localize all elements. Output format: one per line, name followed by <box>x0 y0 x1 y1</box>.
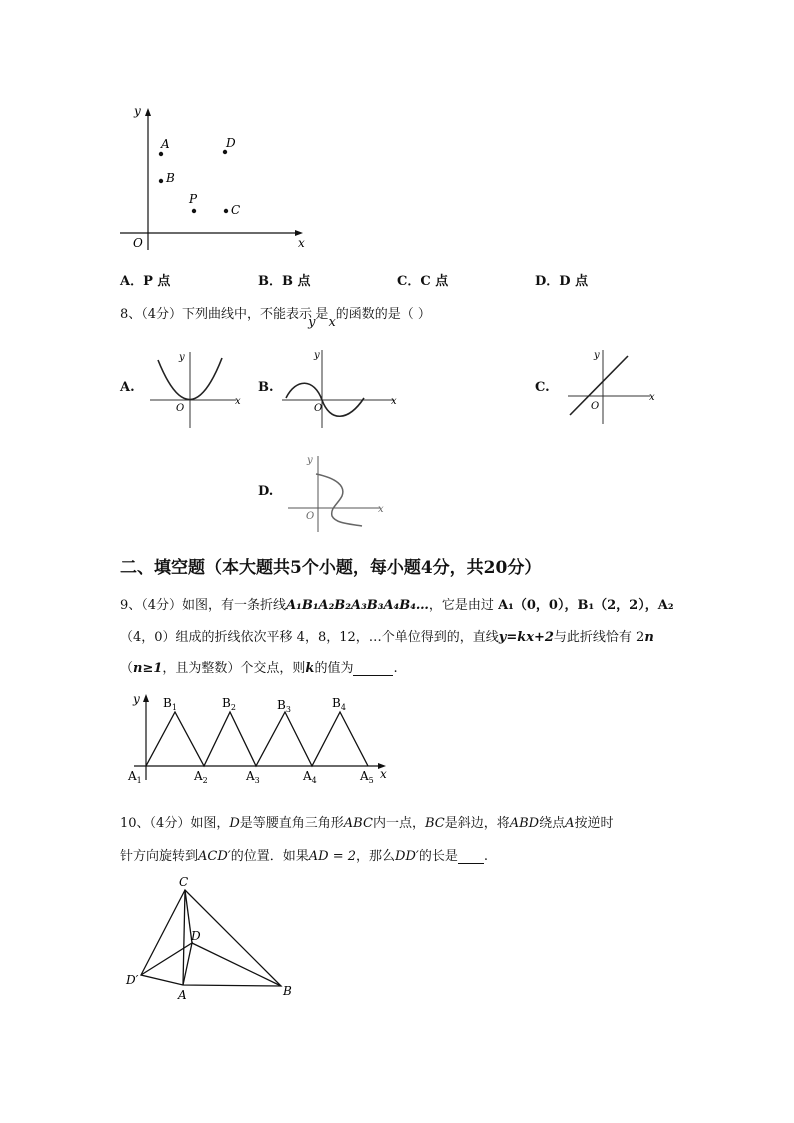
q7-x-axis-label: x <box>298 236 305 250</box>
svg-text:y: y <box>133 692 140 706</box>
q8-label-d: D. <box>258 484 274 499</box>
q8-number: 8、（4分） <box>120 307 183 322</box>
svg-text:O: O <box>591 401 600 412</box>
svg-text:B4: $B_4$ <box>332 696 346 712</box>
q10-line-1: 10、（4分）如图，D是等腰直角三角形ABC内一点，BC是斜边，将ABD绕点A按逆时 <box>120 816 614 831</box>
q9-line-1: 9、（4分）如图，有一条折线A₁B₁A₂B₂A₃B₃A₄B₄…，它是由过 A₁（0，0），B₁（2，2），A₂ <box>120 598 674 613</box>
svg-text:y: y <box>307 455 313 466</box>
q9-line-3: （n≥1，且为整数）个交点，则k的值为 . <box>120 661 398 676</box>
svg-text:x: x <box>649 392 655 403</box>
q8-label-b: B. <box>258 380 274 395</box>
q10-label-c: C <box>179 875 189 889</box>
q7-point-a-label: A <box>161 137 170 151</box>
q8-var-x: x <box>328 315 336 330</box>
svg-text:B3: $B_3$ <box>277 698 291 714</box>
svg-text:A3: $A_3$ <box>246 769 260 785</box>
svg-text:A4: $A_4$ <box>303 769 317 785</box>
q10-line-2: 针方向旋转到ACD′的位置．如果AD = 2，那么DD′的长是 . <box>120 849 488 864</box>
q7-option-d: D．D 点 <box>535 274 589 289</box>
q10-label-d: D <box>191 929 201 943</box>
q9-line-2: （4，0）组成的折线依次平移 4，8，12，…个单位得到的，直线y=kx+2与此折线恰有 2n <box>120 630 654 645</box>
q7-y-axis-label: y <box>134 104 141 118</box>
q7-point-b-label: B <box>166 171 175 185</box>
q7-option-b: B．B 点 <box>258 274 311 289</box>
q7-point-p-label: P <box>189 192 198 206</box>
svg-text:y: y <box>594 350 600 361</box>
svg-text:B2: $B_2$ <box>222 696 236 712</box>
svg-text:A1: $A_1$ <box>128 769 142 785</box>
svg-text:y: y <box>314 350 320 361</box>
q8-text-mid: 是 <box>315 307 329 322</box>
q8-var-y: y <box>308 315 316 330</box>
q10-label-dp: D′ <box>126 973 139 987</box>
svg-text:O: O <box>306 511 315 522</box>
q8-text-after: 的函数的是（ ） <box>335 307 431 322</box>
svg-text:x: x <box>391 396 397 407</box>
svg-text:A5: $A_5$ <box>360 769 374 785</box>
q8-label-c: C. <box>535 380 550 395</box>
q7-origin-label: O <box>133 236 143 250</box>
q7-point-d-label: D <box>226 136 236 150</box>
q7-point-c-label: C <box>231 203 241 217</box>
svg-text:O: O <box>314 403 323 414</box>
q10-label-b: B <box>283 984 292 998</box>
q8-text-before: 下列曲线中，不能表示 <box>182 307 313 322</box>
q8-label-a: A. <box>120 380 135 395</box>
q7-option-a: A．P 点 <box>120 274 171 289</box>
svg-text:x: x <box>235 396 241 407</box>
svg-text:B1: $B_1$ <box>163 696 177 712</box>
section-2-title: 二、填空题（本大题共5个小题，每小题4分，共20分） <box>120 558 542 578</box>
q10-label-a: A <box>178 988 187 1002</box>
svg-text:x: x <box>378 504 384 515</box>
svg-text:O: O <box>176 403 185 414</box>
q7-option-c: C．C 点 <box>397 274 449 289</box>
svg-text:y: y <box>179 352 185 363</box>
svg-text:x: x <box>380 767 387 781</box>
svg-text:A2: $A_2$ <box>194 769 208 785</box>
